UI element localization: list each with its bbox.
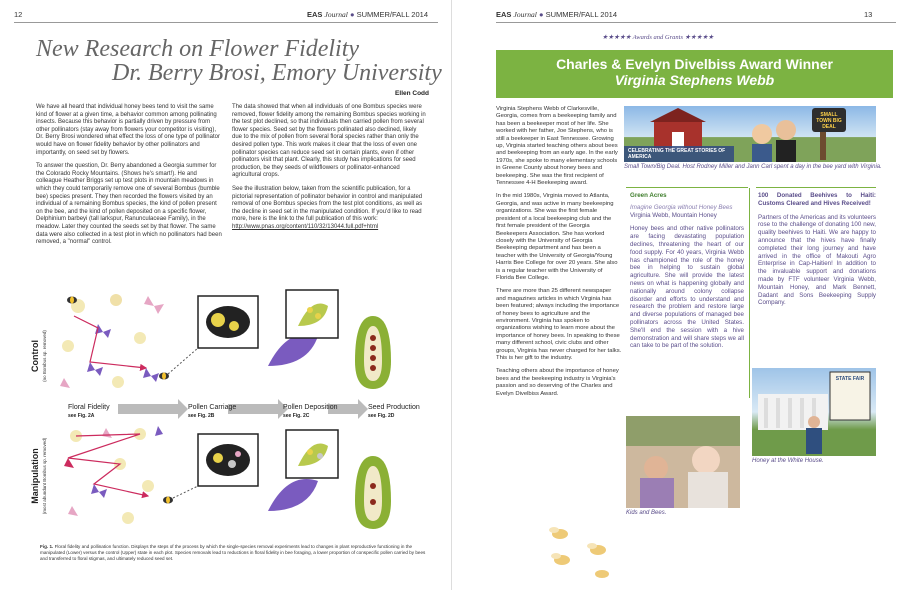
manipulation-flower-field: [64, 426, 173, 524]
award-article-column: [496, 106, 622, 404]
decorative-bees: [540, 522, 650, 582]
process-steps: [68, 399, 420, 419]
control-pollen-panel: [168, 296, 258, 374]
tv-show-caption: Small Town/Big Deal. Host Rodney Miller and Jann Carl spent a day in the bee yard with Virginia.: [624, 164, 882, 170]
paragraph: In the mid 1980s, Virginia moved to Atlanta, Georgia, and was active in many beekeeping organizations. She was the first female president of a local beekeeping club and the first female president of the Georgia Beekeepers Association. She has worked closely with the University of Georgia Beekeeping department and has been a teacher with the University of Georgia/Young Harris Bee College for over 20 years. She also is a regular teacher with the University of Florida Bee College.: [496, 193, 618, 281]
box-rule: [756, 187, 876, 188]
page-number-right: 13: [864, 10, 873, 19]
header-rule: [496, 22, 896, 23]
manipulation-deposition-panel: [268, 430, 338, 511]
manipulation-pollen-panel: [173, 434, 258, 498]
figure-illustration: [28, 286, 428, 538]
header-issue: SUMMER/FALL 2014: [356, 10, 428, 19]
row-label-manipulation: Manipulation: [30, 448, 40, 504]
paragraph: There are more than 25 different newspaper and magazines articles in which Virginia has been featured; always including the importance of honey bees to agriculture and the environment. Virginia has spoken to organizations wishing to learn more about the importance of honey bees. In speaking to these many different school, civic clubs and other groups, Virginia has never charged for her talks. This is her gift to the industry.: [496, 288, 622, 361]
step-title: Pollen Deposition: [283, 404, 338, 411]
manipulation-seed-pod: [355, 456, 391, 529]
paragraph: See the illustration below, taken from the scientific publication, for a pictorial representation of pollinator behavior in control and manipulated removal of one Bombus species from the test plot conditions, as well as the decline in seed set in the manipulated condition. If you'd like to read more, here is the link to the full publication of this work:: [232, 185, 423, 223]
left-page: [0, 0, 452, 590]
article-title-line2: Dr. Berry Brosi, Emory University: [112, 60, 442, 86]
box-rule: [626, 187, 748, 188]
figure-caption-label: Fig. 1.: [40, 544, 54, 549]
control-deposition-panel: [268, 290, 338, 366]
award-banner-title: Charles & Evelyn Divelbiss Award Winner: [556, 56, 833, 72]
header-journal: Journal: [513, 10, 537, 19]
step-ref: see Fig. 2B: [188, 413, 215, 419]
green-acres-subtitle: Imagine Georgia without Honey Bees: [630, 203, 733, 211]
step-title: Seed Production: [368, 404, 420, 411]
figure-caption-text: Floral fidelity and pollination function. Displays the steps of the process by which the single-species removal experiments lead to changes in plant reproductive functioning in the manipulated (Lower) versus the control (Upper) state in each plot. Species removals lead to reductions in floral fidelity in bee foraging, a lower proportion of conspecific pollen carried by bees and transferred to floral stigmas, and ultimately reduced seed set.: [40, 544, 426, 561]
kids-photo-illustration: [626, 416, 740, 508]
row-sub-control: (no Bombus sp. removed): [42, 330, 47, 382]
article-title-line1: New Research on Flower Fidelity: [36, 36, 360, 62]
haiti-heading: 100 Donated Beehives to Haiti: Customs Cleared and Hives Received!: [758, 192, 876, 207]
box-divider: [749, 188, 750, 398]
running-header-left: EAS Journal ● SUMMER/FALL 2014: [307, 10, 428, 19]
header-rule: [14, 22, 438, 23]
header-journal: Journal: [324, 10, 348, 19]
row-label-control: Control: [30, 340, 40, 372]
green-acres-author: Virginia Webb, Mountain Honey: [630, 211, 717, 219]
step-ref: see Fig. 2C: [283, 413, 310, 419]
publication-link[interactable]: http://www.pnas.org/content/110/32/13044.full.pdf+html: [232, 223, 379, 230]
green-acres-box: [630, 192, 744, 350]
right-page: [460, 0, 912, 590]
kids-and-bees-photo: [626, 416, 740, 508]
pollination-figure: [28, 286, 428, 538]
step-title: Floral Fidelity: [68, 404, 110, 411]
kids-photo-caption: Kids and Bees.: [626, 510, 667, 516]
row-sub-manipulation: (most abundant Bombus sp. removed): [42, 437, 47, 515]
control-seed-pod: [355, 316, 391, 389]
step-ref: see Fig. 2A: [68, 413, 95, 419]
award-banner-name: Virginia Stephens Webb: [614, 72, 775, 88]
paragraph: Teaching others about the importance of honey bees and the beekeeping industry is Virginia's passion and so deserving of the Charles and Evelyn Divelbiss Award.: [496, 368, 619, 397]
tv-show-sign: SMALL TOWN BIG DEAL: [816, 112, 842, 130]
green-acres-heading: Green Acres: [630, 192, 667, 199]
haiti-box: [758, 192, 876, 307]
tv-show-banner: CELEBRATING THE GREAT STORIES OF AMERICA: [628, 148, 726, 160]
paragraph: The data showed that when all individuals of one Bombus species were removed, flower fidelity among the remaining Bombus species working in the test plot declined, so that individuals then carried pollen from several flower species. Seed set by the flowers pollinated also declined, likely due to the mix of pollen from several floral species rather than only the desired pollen type. This work makes it clear that the loss of even one pollinator species can reduce seed set in certain plants, even if other pollinators visit that plant. Clearly, this study has implications for seed production, be they seeds of wildflowers or pollinator-enhanced agricultural crops.: [232, 104, 426, 179]
control-flower-field: [60, 294, 169, 388]
green-acres-body: Honey bees and other native pollinators are facing devastating population declines, threatening the heart of our food supply. For 40 years, Virginia Webb has championed the role of the honey bee in helping to sustain global agriculture. She will provide the latest news on what is happening globally and nationally around colony collapse disorder and efforts to understand and research the problem and restore large and diverse populations of managed bee pollinators across the United States. She'll end the session with a hive demonstration and will share steps we all can take to be part of the solution.: [630, 225, 744, 350]
header-brand: EAS: [307, 10, 323, 19]
award-banner: [496, 50, 893, 98]
tv-show-photo: [624, 106, 876, 162]
paragraph: To answer the question, Dr. Berry abandoned a Georgia summer for the Colorado Rocky Mountains. (Shows he's smart!). He and colleague Heather Briggs set up test plots in mountain meadows in which they could temporarily remove one of several Bombus (bumble bee) species present. They then recorded the flowers visited by an individual of a remaining Bombus species, the kind of pollen present on the bee, and the kind of pollen deposited on a specific flower, Delphinium barbeyi (tall larkspur, Ranunculaceae Family), in the meadow. Later they counted the seeds set by that flower. The same data were also collected in a test plot in which no pollinators had been removed, a "normal" control.: [36, 163, 222, 246]
figure-caption: [40, 544, 432, 562]
paragraph: Virginia Stephens Webb of Clarkesville, Georgia, comes from a beekeeping family and has been a beekeeper most of her life. She worked with her father, Joe Stephens, who is still a beekeeper in East Tennessee. Growing up, Virginia started teaching others about bees and beekeeping from an early age. In the early 1970s, she spoke to many elementary schools in Greene County about honey bees and beekeeping. She was the first recipient of Tennessee 4-H Beekeeping award.: [496, 106, 618, 187]
article-column-1: [36, 104, 222, 253]
state-fair-sign: STATE FAIR: [835, 376, 865, 382]
header-brand: EAS: [496, 10, 512, 19]
white-house-caption: Honey at the White House.: [752, 458, 824, 464]
step-ref: see Fig. 2D: [368, 413, 395, 419]
article-column-2: [232, 104, 428, 232]
running-header-right: EAS Journal ● SUMMER/FALL 2014: [496, 10, 617, 19]
step-title: Pollen Carriage: [188, 404, 237, 411]
section-label: ★★★★★ Awards and Grants ★★★★★: [602, 34, 714, 41]
haiti-body: Partners of the Americas and its volunteers rose to the challenge of donating 100 new, quality beehives to Haiti. We are happy to announce that the hives have finally completed their long journey and have arrived in the office of Makouti Agro Enterprise in Cap-Haitien! In addition to the invaluable support and donations made by FTF volunteer Virginia Webb, Mountain Honey, and Mark Bennett, Dadant and Sons Beekeeping Supply Company.: [758, 213, 876, 307]
article-byline: Ellen Codd: [395, 90, 429, 97]
page-number-left: 12: [14, 10, 23, 19]
header-issue: SUMMER/FALL 2014: [545, 10, 617, 19]
paragraph: We have all heard that individual honey bees tend to visit the same kind of flower at a given time, a behavior common among pollinating insects. Because this behavior is partially driven by pressure from other pollinators (stay away from flowers your competitor is visiting), Dr. Berry Brosi wondered what effect the loss of one type of pollinator would have on flower fidelity behavior by other pollinators and importantly, on seed set by flowers.: [36, 104, 220, 156]
white-house-photo: [752, 368, 876, 456]
